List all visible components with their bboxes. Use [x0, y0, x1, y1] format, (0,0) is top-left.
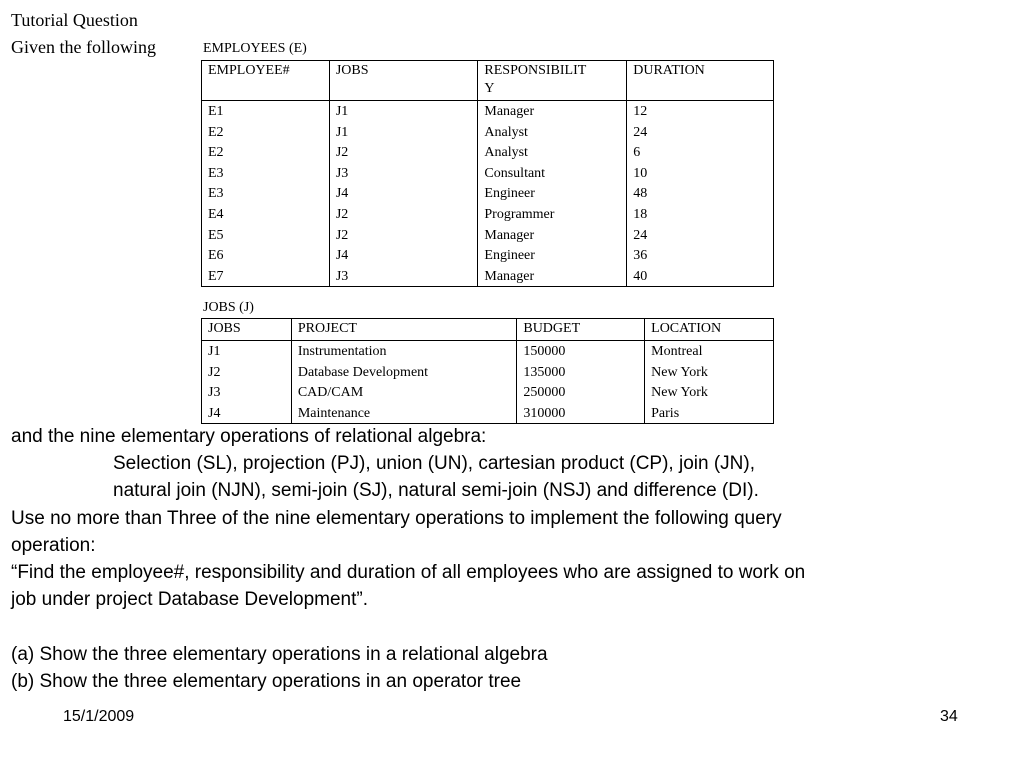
employees-table-cell: E3	[202, 163, 330, 184]
employees-table-cell: 48	[627, 183, 774, 204]
jobs-col-location: LOCATION	[645, 319, 774, 341]
employees-table-cell: Manager	[478, 101, 627, 122]
slide-subtitle: Given the following	[11, 37, 156, 57]
employees-col-jobs: JOBS	[329, 61, 478, 101]
employees-table-cell: E6	[202, 245, 330, 266]
employees-header-row	[202, 61, 774, 101]
jobs-table	[201, 318, 774, 424]
jobs-col-jobs: JOBS	[202, 319, 292, 341]
employees-table-cell: Manager	[478, 225, 627, 246]
employees-table-cell: J3	[329, 163, 478, 184]
employees-table-cell: J1	[329, 101, 478, 122]
employees-table-cell: J1	[329, 122, 478, 143]
employees-table-cell: E3	[202, 183, 330, 204]
jobs-table-row	[202, 362, 774, 383]
employees-table-row	[202, 163, 774, 184]
employees-table-row	[202, 122, 774, 143]
operations-line-1: Selection (SL), projection (PJ), union (UN), cartesian product (CP), join (JN),	[113, 453, 756, 474]
employees-table-cell: E4	[202, 204, 330, 225]
jobs-table-row	[202, 341, 774, 362]
employees-table-row	[202, 245, 774, 266]
employees-table-row	[202, 101, 774, 122]
employees-table-cell: 24	[627, 225, 774, 246]
instruction-line-2: operation:	[11, 535, 96, 556]
employees-table-cell: J3	[329, 266, 478, 287]
jobs-table-cell: New York	[645, 362, 774, 383]
operations-line-2: natural join (NJN), semi-join (SJ), natural semi-join (NSJ) and difference (DI).	[113, 480, 759, 501]
employees-table-row	[202, 266, 774, 287]
employees-table-cell: Manager	[478, 266, 627, 287]
employees-table-cell: 12	[627, 101, 774, 122]
employees-table-cell: E5	[202, 225, 330, 246]
employees-table-cell: J2	[329, 142, 478, 163]
jobs-table-cell: Instrumentation	[291, 341, 517, 362]
employees-table-cell: E7	[202, 266, 330, 287]
jobs-table-cell: CAD/CAM	[291, 382, 517, 403]
employees-table-cell: 40	[627, 266, 774, 287]
employees-table-row	[202, 225, 774, 246]
part-a-text: (a) Show the three elementary operations in a relational algebra	[11, 644, 548, 665]
jobs-table-cell: J2	[202, 362, 292, 383]
employees-col-responsibility: RESPONSIBILIT Y	[478, 61, 627, 101]
jobs-table-cell: Database Development	[291, 362, 517, 383]
employees-table-cell: J4	[329, 245, 478, 266]
employees-table-row	[202, 183, 774, 204]
intro-text: and the nine elementary operations of relational algebra:	[11, 426, 487, 447]
employees-table-cell: E2	[202, 122, 330, 143]
jobs-col-budget: BUDGET	[517, 319, 645, 341]
employees-table-cell: Programmer	[478, 204, 627, 225]
employees-table-row	[202, 204, 774, 225]
part-b-text: (b) Show the three elementary operations in an operator tree	[11, 671, 522, 692]
footer-date: 15/1/2009	[63, 708, 135, 725]
employees-table-cell: 18	[627, 204, 774, 225]
employees-table-cell: J4	[329, 183, 478, 204]
jobs-table-cell: New York	[645, 382, 774, 403]
employees-table-cell: Analyst	[478, 142, 627, 163]
jobs-table-cell: Maintenance	[291, 403, 517, 424]
employees-table-cell: 6	[627, 142, 774, 163]
instruction-line-1: Use no more than Three of the nine elementary operations to implement the following query	[11, 508, 782, 529]
query-line-1: “Find the employee#, responsibility and duration of all employees who are assigned to work on	[11, 562, 806, 583]
jobs-table-caption: JOBS (J)	[203, 300, 254, 315]
jobs-table-cell: J3	[202, 382, 292, 403]
employees-table-cell: 10	[627, 163, 774, 184]
employees-table-cell: J2	[329, 225, 478, 246]
jobs-table-cell: J1	[202, 341, 292, 362]
employees-table-row	[202, 142, 774, 163]
jobs-table-cell: 250000	[517, 382, 645, 403]
employees-col-duration: DURATION	[627, 61, 774, 101]
jobs-table-cell: Paris	[645, 403, 774, 424]
jobs-table-cell: Montreal	[645, 341, 774, 362]
query-line-2: job under project Database Development”.	[11, 589, 368, 610]
slide-title: Tutorial Question	[11, 10, 138, 30]
employees-table-cell: 36	[627, 245, 774, 266]
employees-table-cell: 24	[627, 122, 774, 143]
jobs-table-cell: 150000	[517, 341, 645, 362]
footer-page-number: 34	[940, 708, 958, 725]
employees-table-caption: EMPLOYEES (E)	[203, 41, 307, 56]
employees-col-employee: EMPLOYEE#	[202, 61, 330, 101]
employees-table-cell: Engineer	[478, 183, 627, 204]
jobs-table-row	[202, 382, 774, 403]
employees-table	[201, 60, 774, 287]
jobs-header-row	[202, 319, 774, 341]
employees-table-cell: Consultant	[478, 163, 627, 184]
jobs-table-row	[202, 403, 774, 424]
jobs-col-project: PROJECT	[291, 319, 517, 341]
employees-table-cell: J2	[329, 204, 478, 225]
employees-table-cell: E1	[202, 101, 330, 122]
jobs-table-cell: J4	[202, 403, 292, 424]
employees-table-cell: E2	[202, 142, 330, 163]
jobs-table-cell: 310000	[517, 403, 645, 424]
employees-table-cell: Analyst	[478, 122, 627, 143]
employees-table-cell: Engineer	[478, 245, 627, 266]
jobs-table-cell: 135000	[517, 362, 645, 383]
